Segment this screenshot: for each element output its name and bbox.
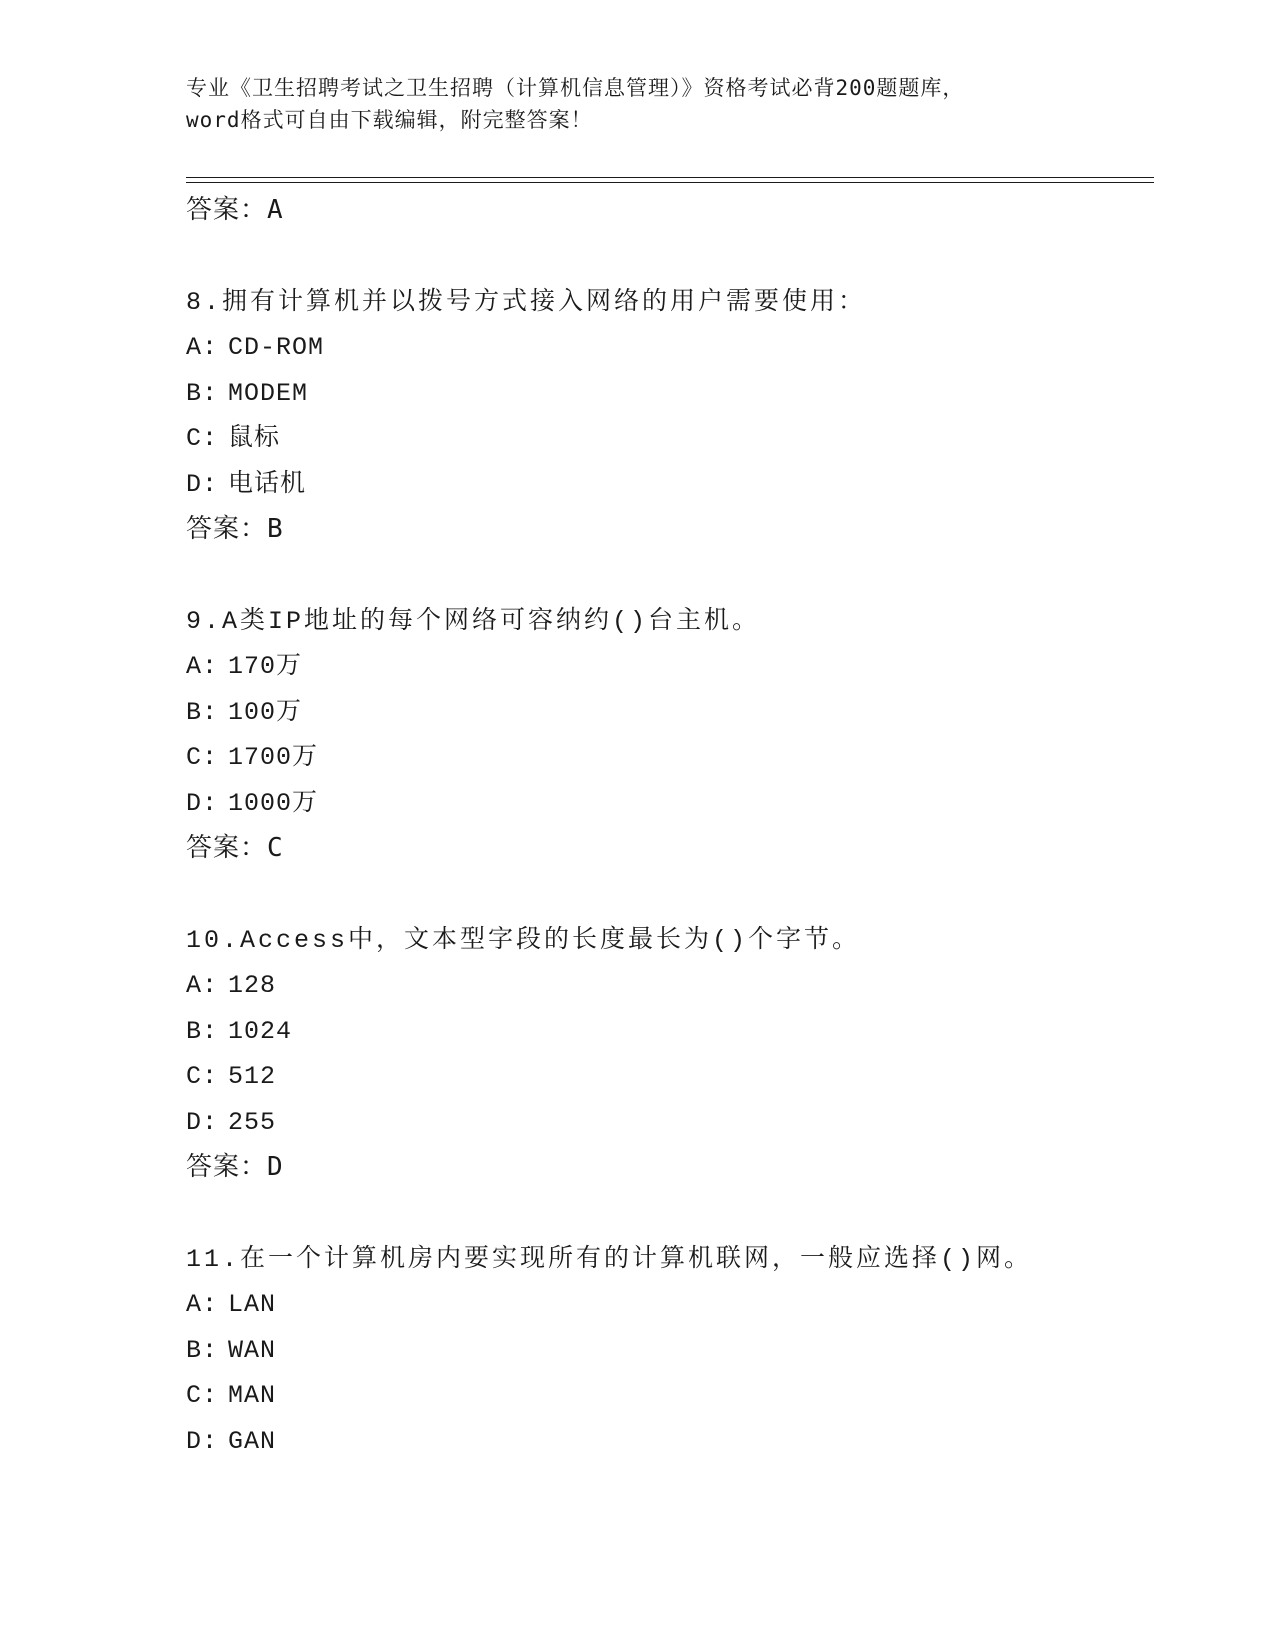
question-text: 11.在一个计算机房内要实现所有的计算机联网，一般应选择()网。: [186, 1245, 1033, 1274]
answer-line: 答案：D: [186, 1152, 284, 1182]
option-label: A:: [186, 1290, 219, 1319]
option-text: WAN: [228, 1335, 277, 1365]
option-text: 鼠标: [228, 424, 281, 453]
option-text: 170万: [228, 652, 303, 681]
option-text: 电话机: [228, 469, 307, 499]
header-divider-top: [186, 177, 1154, 178]
option-label: B:: [186, 1016, 219, 1046]
question-text: 8.拥有计算机并以拨号方式接入网络的用户需要使用：: [186, 288, 867, 317]
option-b: [186, 371, 1146, 417]
question-text: 9.A类IP地址的每个网络可容纳约()台主机。: [186, 607, 761, 636]
option-label: B:: [186, 697, 219, 727]
option-a: [186, 1282, 1146, 1328]
option-b: [186, 690, 1146, 736]
option-a: [186, 644, 1146, 690]
option-label: B:: [186, 378, 219, 408]
option-text: 1700万: [228, 743, 319, 772]
option-text: LAN: [228, 1290, 277, 1319]
answer-line: 答案：C: [186, 833, 284, 863]
option-label: C:: [186, 1381, 219, 1410]
option-a: [186, 325, 1146, 371]
option-text: MAN: [228, 1381, 277, 1410]
question-block: [186, 280, 1146, 552]
option-label: D:: [186, 788, 219, 818]
option-label: D:: [186, 1107, 219, 1137]
option-b: [186, 1328, 1146, 1374]
question-text: 10.Access中，文本型字段的长度最长为()个字节。: [186, 926, 861, 955]
option-c: [186, 1054, 1146, 1100]
option-text: MODEM: [228, 378, 309, 408]
option-text: 1024: [228, 1016, 293, 1046]
option-label: A:: [186, 333, 219, 362]
option-label: C:: [186, 1062, 219, 1091]
option-text: 100万: [228, 697, 303, 727]
header-line-2: word格式可自由下载编辑，附完整答案！: [186, 108, 593, 132]
question-block: [186, 1237, 1146, 1464]
option-d: [186, 1100, 1146, 1146]
answer-line: 答案：A: [186, 195, 284, 225]
option-a: [186, 963, 1146, 1009]
option-label: A:: [186, 652, 219, 681]
option-c: [186, 735, 1146, 781]
option-text: GAN: [228, 1426, 277, 1456]
option-text: CD-ROM: [228, 333, 325, 362]
question-block: [186, 918, 1146, 1190]
option-label: D:: [186, 1426, 219, 1456]
option-text: 1000万: [228, 788, 319, 818]
option-text: 255: [228, 1107, 277, 1137]
option-d: [186, 1419, 1146, 1465]
option-label: A:: [186, 971, 219, 1000]
question-list: [186, 188, 1146, 1464]
option-label: D:: [186, 469, 219, 499]
question-block: [186, 599, 1146, 871]
option-label: C:: [186, 424, 219, 453]
option-text: 512: [228, 1062, 277, 1091]
option-c: [186, 416, 1146, 462]
answer-line: 答案：B: [186, 514, 284, 544]
option-b: [186, 1009, 1146, 1055]
option-label: C:: [186, 743, 219, 772]
option-label: B:: [186, 1335, 219, 1365]
document-header: [186, 72, 1086, 136]
header-line-1: 专业《卫生招聘考试之卫生招聘（计算机信息管理）》资格考试必背200题题库，: [186, 76, 965, 100]
option-c: [186, 1373, 1146, 1419]
header-divider-bottom: [186, 182, 1154, 183]
option-d: [186, 781, 1146, 827]
option-d: [186, 462, 1146, 508]
option-text: 128: [228, 971, 277, 1000]
